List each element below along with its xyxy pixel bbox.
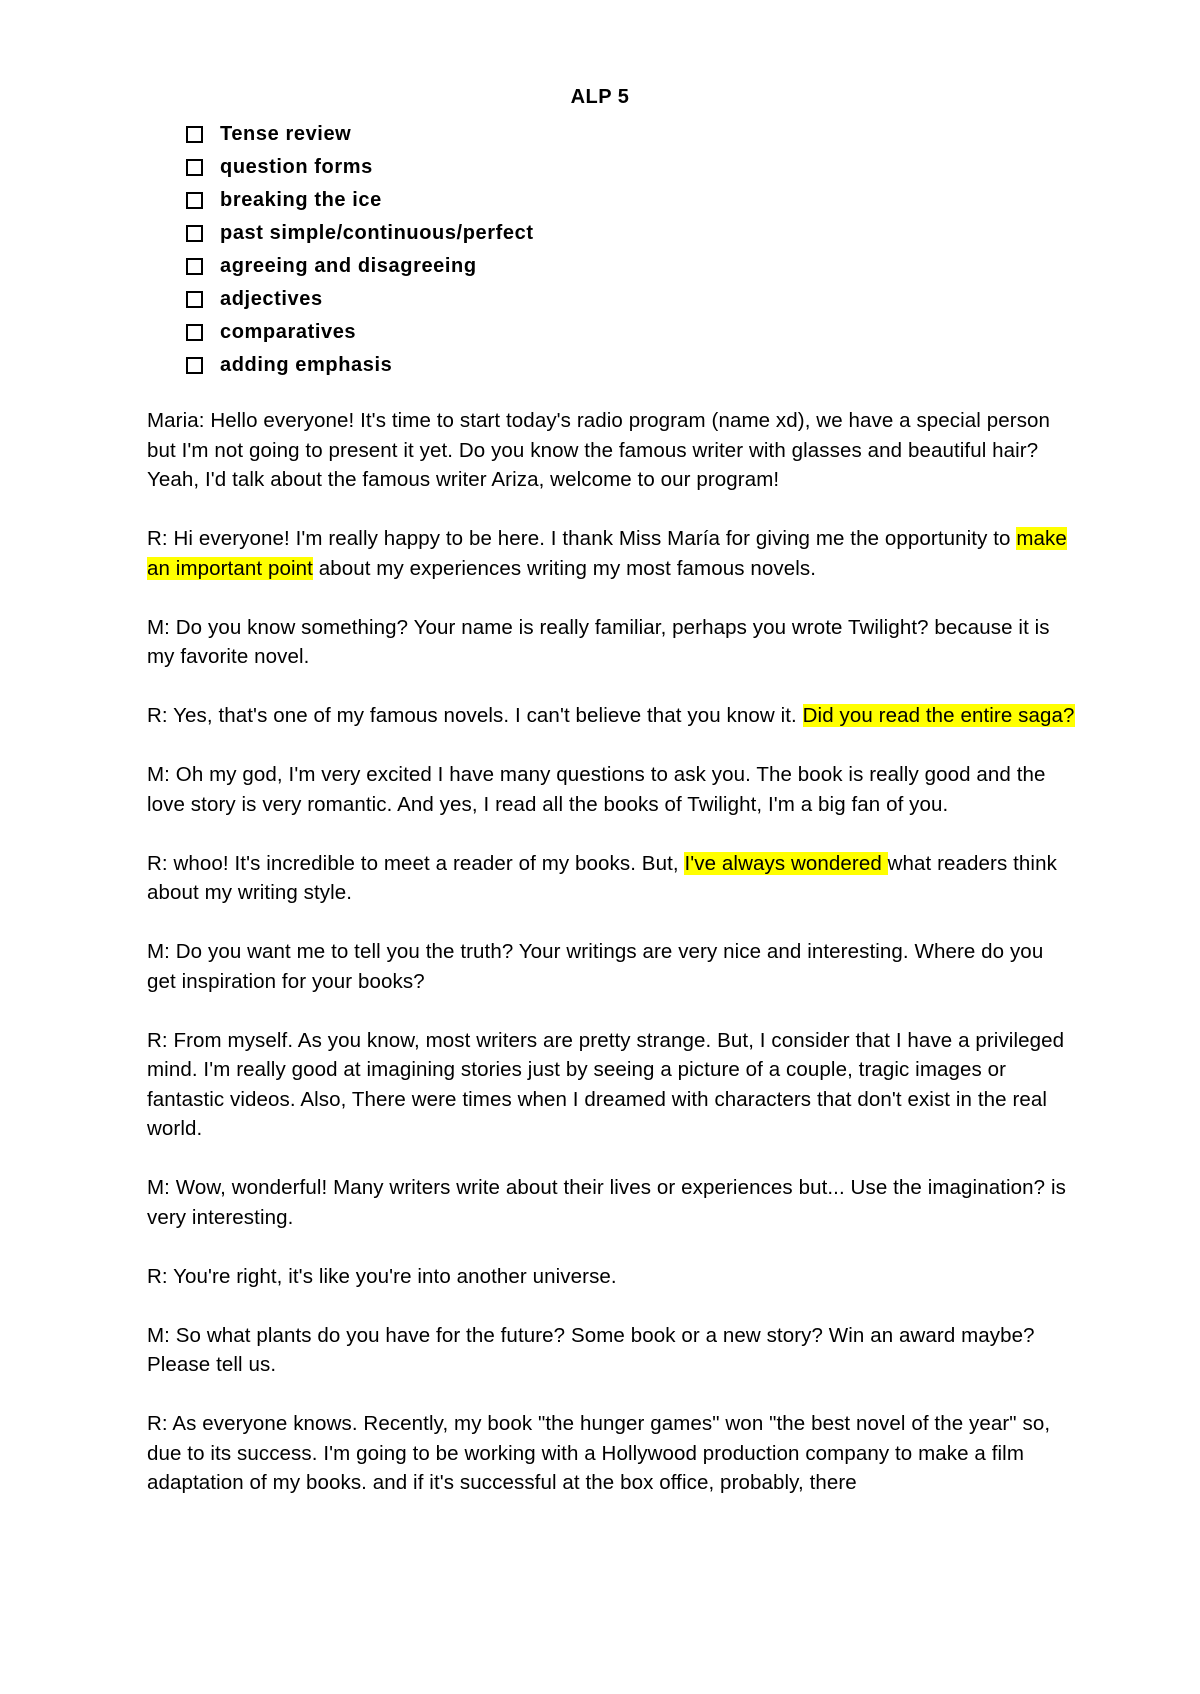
dialogue-paragraph (147, 701, 1077, 731)
dialogue-text: M: Wow, wonderful! Many writers write about their lives or experiences but... Use the imagination? is very interesting. (147, 1176, 1066, 1229)
checklist-label: agreeing and disagreeing (220, 255, 477, 277)
checkbox-icon[interactable] (186, 126, 203, 143)
dialogue-text: R: whoo! It's incredible to meet a reader of my books. But, (147, 851, 685, 875)
dialogue-paragraph (147, 1321, 1077, 1380)
highlighted-phrase: Did you read the entire saga? (802, 704, 1075, 727)
dialogue-text: M: Do you know something? Your name is really familiar, perhaps you wrote Twilight? because it is my favorite novel. (147, 615, 1050, 668)
checklist-item (186, 316, 534, 349)
dialogue-text: Maria: Hello everyone! It's time to start today's radio program (name xd), we have a special person but I'm not going to present it yet. Do you know the famous writer with glasses and beautiful hair? Yeah, I'd talk about the famous writer Ariza, welcome to our program! (147, 409, 1051, 491)
dialogue-paragraph (147, 849, 1077, 908)
dialogue-paragraph (147, 760, 1077, 819)
dialogue-text: M: So what plants do you have for the future? Some book or a new story? Win an award maybe? Please tell us. (147, 1323, 1035, 1376)
dialogue-paragraph (147, 1262, 1077, 1292)
checkbox-icon[interactable] (186, 225, 203, 242)
topic-checklist (186, 118, 534, 382)
checklist-item (186, 283, 534, 316)
checklist-item (186, 250, 534, 283)
dialogue-paragraph (147, 524, 1077, 583)
checkbox-icon[interactable] (186, 357, 203, 374)
highlighted-phrase: I've always wondered (684, 851, 888, 875)
dialogue-paragraph (147, 406, 1077, 495)
checklist-label: question forms (220, 156, 373, 178)
checklist-item (186, 217, 534, 250)
dialogue-text: M: Do you want me to tell you the truth? Your writings are very nice and interesting. Where do you get inspiration for your books? (147, 940, 1044, 993)
dialogue-paragraph (147, 1026, 1077, 1144)
dialogue-paragraph (147, 937, 1077, 996)
checklist-label: adjectives (220, 288, 323, 310)
dialogue-text: R: You're right, it's like you're into another universe. (147, 1264, 617, 1288)
dialogue-text: R: As everyone knows. Recently, my book "the hunger games" won "the best novel of the year" so, due to its success. I'm going to be working with a Hollywood production company to make a film adaptation of my books. and if it's successful at the box office, probably, there (147, 1412, 1051, 1494)
checklist-label: comparatives (220, 321, 357, 343)
dialogue-text: R: Yes, that's one of my famous novels. I can't believe that you know it. (147, 704, 803, 727)
checkbox-icon[interactable] (186, 192, 203, 209)
checklist-label: adding emphasis (220, 354, 393, 376)
dialogue-text: what readers think about my writing style. (147, 851, 1057, 904)
checklist-item (186, 349, 534, 382)
checklist-label: past simple/continuous/perfect (220, 222, 534, 244)
checklist-item (186, 184, 534, 217)
checklist-label: breaking the ice (220, 189, 382, 211)
dialogue-text: about my experiences writing my most famous novels. (312, 556, 817, 580)
checklist-item (186, 118, 534, 151)
checkbox-icon[interactable] (186, 324, 203, 341)
checkbox-icon[interactable] (186, 258, 203, 275)
document-title: ALP 5 (570, 86, 630, 108)
dialogue-paragraph (147, 1173, 1077, 1232)
checkbox-icon[interactable] (186, 291, 203, 308)
checklist-item (186, 151, 534, 184)
checklist-label: Tense review (220, 123, 352, 145)
highlighted-phrase: make an important point (147, 527, 1067, 580)
dialogue-paragraph (147, 613, 1077, 672)
dialogue-body (147, 406, 1077, 1527)
dialogue-text: R: From myself. As you know, most writers are pretty strange. But, I consider that I have a privileged mind. I'm really good at imagining stories just by seeing a picture of a couple, tragic images or fantastic videos. Also, There were times when I dreamed with characters that don't exist in the real world. (147, 1028, 1065, 1140)
checkbox-icon[interactable] (186, 159, 203, 176)
dialogue-text: R: Hi everyone! I'm really happy to be here. I thank Miss María for giving me the opportunity to (147, 527, 1017, 550)
dialogue-paragraph (147, 1409, 1077, 1498)
dialogue-text: M: Oh my god, I'm very excited I have many questions to ask you. The book is really good and the love story is very romantic. And yes, I read all the books of Twilight, I'm a big fan of you. (147, 763, 1046, 816)
